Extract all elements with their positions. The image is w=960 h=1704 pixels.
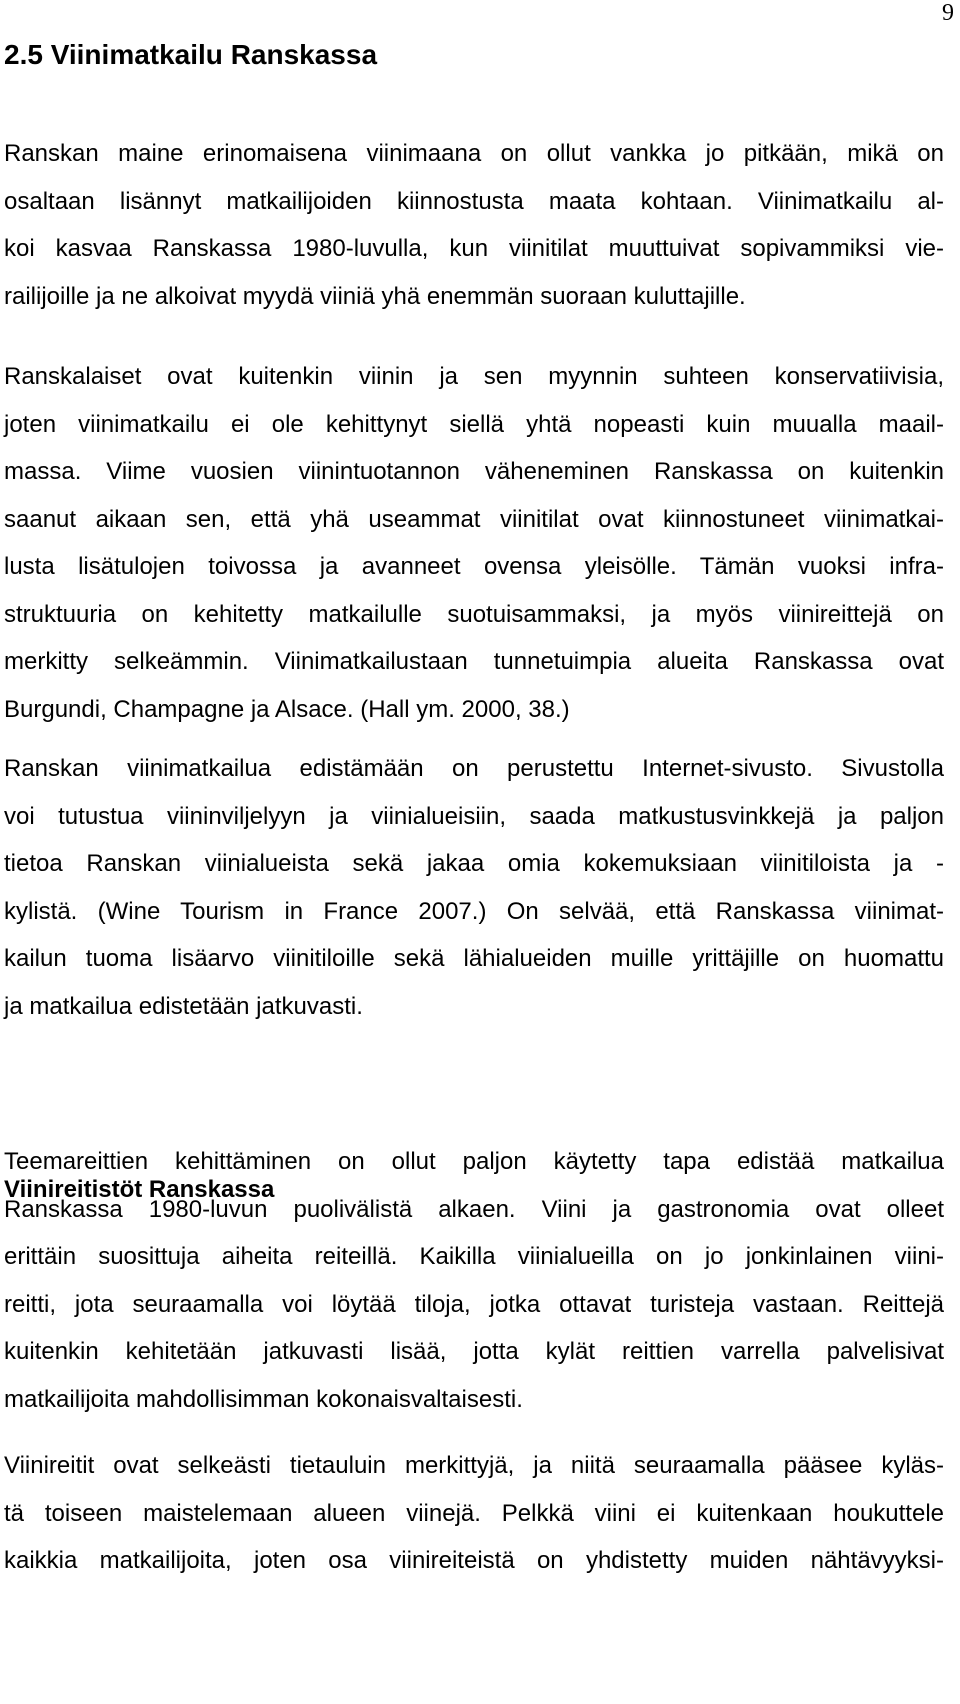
text-line: koi kasvaa Ranskassa 1980-luvulla, kun viinitilat muuttuivat sopivammiksi vie- [4, 235, 944, 262]
paragraph-4 [4, 1138, 944, 1423]
text-line: kaikkia matkailijoita, joten osa viinireiteistä on yhdistetty muiden nähtävyyksi- [4, 1547, 944, 1574]
text-line: kailun tuoma lisäarvo viinitiloille sekä lähialueiden muille yrittäjille on huomattu [4, 945, 944, 972]
text-line: kylistä. (Wine Tourism in France 2007.) On selvää, että Ranskassa viinimat- [4, 897, 944, 925]
paragraph-5 [4, 1442, 944, 1585]
subsection-heading: Viinireitistöt Ranskassa [4, 1176, 275, 1203]
text-line: massa. Viime vuosien viinintuotannon väheneminen Ranskassa on kuitenkin [4, 458, 944, 485]
text-line: voi tutustua viininviljelyyn ja viinialueisiin, saada matkustusvinkkejä ja paljon [4, 802, 944, 830]
text-line: Ranskan viinimatkailua edistämään on perustettu Internet-sivusto. Sivustolla [4, 755, 944, 782]
text-line: tietoa Ranskan viinialueista sekä jakaa omia kokemuksiaan viinitiloista ja - [4, 850, 944, 877]
paragraph-1 [4, 130, 944, 320]
text-line: railijoille ja ne alkoivat myydä viiniä yhä enemmän suoraan kuluttajille. [4, 282, 746, 310]
page-number: 9 [942, 0, 954, 26]
text-line: Burgundi, Champagne ja Alsace. (Hall ym. 2000, 38.) [4, 695, 570, 723]
text-line: lusta lisätulojen toivossa ja avanneet ovensa yleisölle. Tämän vuoksi infra- [4, 553, 944, 580]
text-line: saanut aikaan sen, että yhä useammat viinitilat ovat kiinnostuneet viinimatkai- [4, 505, 944, 533]
text-line: Ranskassa 1980-luvun puolivälistä alkaen. Viini ja gastronomia ovat olleet [4, 1195, 944, 1223]
text-line: merkitty selkeämmin. Viinimatkailustaan tunnetuimpia alueita Ranskassa ovat [4, 648, 944, 675]
text-line: kuitenkin kehitetään jatkuvasti lisää, jotta kylät reittien varrella palvelisivat [4, 1338, 944, 1365]
text-line: joten viinimatkailu ei ole kehittynyt siellä yhtä nopeasti kuin muualla maail- [4, 410, 944, 438]
text-line: struktuuria on kehitetty matkailulle suotuisammaksi, ja myös viinireittejä on [4, 600, 944, 628]
paragraph-2 [4, 353, 944, 733]
text-line: matkailijoita mahdollisimman kokonaisvaltaisesti. [4, 1385, 523, 1413]
text-line: erittäin suosittuja aiheita reiteillä. Kaikilla viinialueilla on jo jonkinlainen viini- [4, 1243, 944, 1270]
text-line: Teemareittien kehittäminen on ollut paljon käytetty tapa edistää matkailua [4, 1148, 944, 1175]
paragraph-3 [4, 745, 944, 1030]
text-line: tä toiseen maistelemaan alueen viinejä. Pelkkä viini ei kuitenkaan houkuttele [4, 1499, 944, 1527]
text-line: reitti, jota seuraamalla voi löytää tiloja, jotka ottavat turisteja vastaan. Reittejä [4, 1290, 944, 1318]
text-line: Ranskalaiset ovat kuitenkin viinin ja sen myynnin suhteen konservatiivisia, [4, 363, 944, 390]
section-heading: 2.5 Viinimatkailu Ranskassa [4, 39, 378, 70]
text-line: Viinireitit ovat selkeästi tietauluin merkittyjä, ja niitä seuraamalla pääsee kyläs- [4, 1452, 944, 1479]
text-line: ja matkailua edistetään jatkuvasti. [4, 992, 363, 1020]
text-line: Ranskan maine erinomaisena viinimaana on ollut vankka jo pitkään, mikä on [4, 140, 944, 167]
text-line: osaltaan lisännyt matkailijoiden kiinnostusta maata kohtaan. Viinimatkailu al- [4, 187, 944, 215]
